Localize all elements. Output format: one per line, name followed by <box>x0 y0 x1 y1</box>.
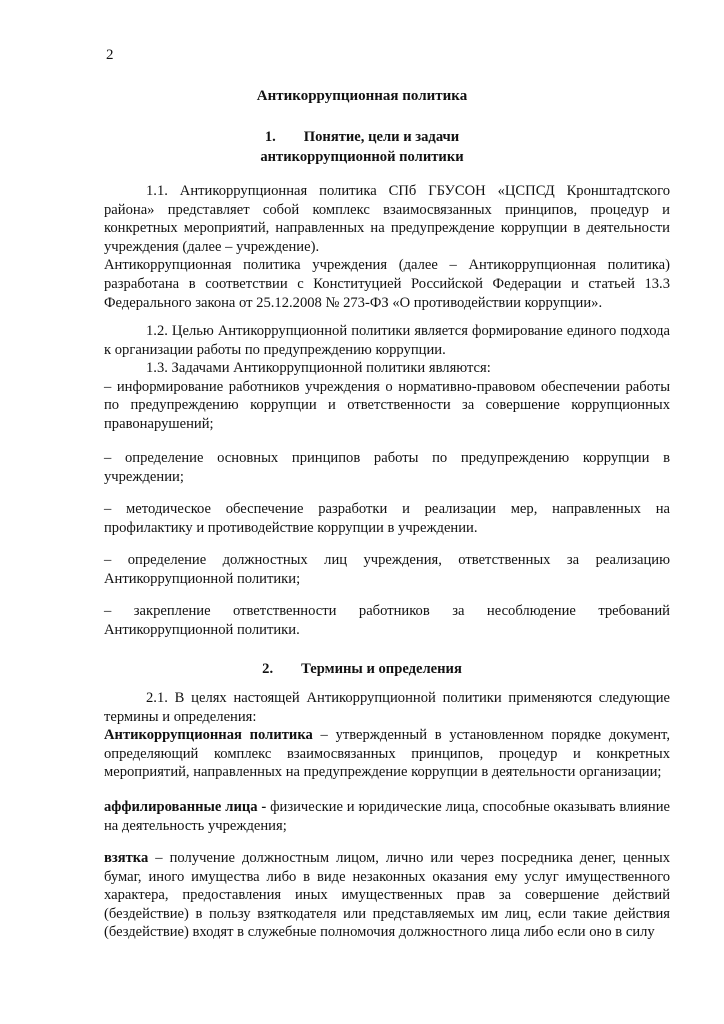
paragraph-1-2: 1.2. Целью Антикоррупционной политики является формирование единого подхода к организации работы по предупреждению коррупции. <box>104 323 670 358</box>
term-bribe: взятка <box>104 850 149 866</box>
section-1-heading-line2: антикоррупционной политики <box>260 149 464 165</box>
section-2-heading <box>0 660 724 679</box>
paragraph-1-1: 1.1. Антикоррупционная политика СПб ГБУСОН «ЦСПСД Кронштадтского района» представляет собой комплекс взаимосвязанных принципов, процедур и конкретных мероприятий, направленных на предупреждение коррупции в деятельности учреждения (далее – учреждение). <box>104 183 670 255</box>
list-item-principles: – определение основных принципов работы по предупреждению коррупции в учреждении; <box>104 450 670 485</box>
definition-bribe <box>104 849 670 942</box>
definition-affiliated-persons <box>104 798 670 835</box>
document-title: Антикоррупционная политика <box>256 88 468 104</box>
term-affiliated-persons: аффилированные лица - <box>104 799 267 815</box>
definition-text-anticorruption-policy: – утвержденный в установленном порядке документ, определяющий комплекс взаимосвязанных принципов, процедур и конкретных мероприятий, направленных на предупреждение коррупции в деятельности организации; <box>104 727 670 781</box>
list-item-methodical: – методическое обеспечение разработки и реализации мер, направленных на профилактику и противодействие коррупции в учреждении. <box>104 501 670 536</box>
paragraph-2-1: 2.1. В целях настоящей Антикоррупционной политики применяются следующие термины и определения: <box>104 690 670 725</box>
paragraph-1-1-cont: Антикоррупционная политика учреждения (далее – Антикоррупционная политика) разработана в соответствии с Конституцией Российской Федерации и статьей 13.3 Федерального закона от 25.12.2008 № 273-ФЗ «О противодействии коррупции». <box>104 257 670 311</box>
section-1-number: 1. <box>264 129 276 145</box>
section-1-body <box>104 182 670 312</box>
definition-text-affiliated-persons: физические и юридические лица, способные оказывать влияние на деятельность учреждения; <box>104 799 670 834</box>
section-1-heading-line1: Понятие, цели и задачи <box>303 129 460 145</box>
section-2-body <box>104 689 670 782</box>
section-1-body-b <box>104 322 670 434</box>
section-1-heading <box>0 128 724 147</box>
section-2-number: 2. <box>262 661 274 677</box>
list-item-responsibility: – закрепление ответственности работников за несоблюдение требований Антикоррупционной политики. <box>104 603 670 638</box>
term-anticorruption-policy: Антикоррупционная политика <box>104 727 313 744</box>
section-2-heading-text: Термины и определения <box>301 661 462 677</box>
page-number: 2 <box>106 47 114 63</box>
definition-anticorruption-policy <box>104 726 670 782</box>
definition-text-bribe: – получение должностным лицом, лично или через посредника денег, ценных бумаг, иного имущества либо в виде незаконных оказания ему услуг имущественного характера, предоставления иных имущественных прав за совершение действий (бездействие) в пользу взяткодателя или представляемых им лиц, если такие действия (бездействие) входят в служебные полномочия должностного лица либо если оно в силу <box>104 850 670 941</box>
paragraph-1-3: 1.3. Задачами Антикоррупционной политики являются: <box>146 360 491 377</box>
list-item-informing: – информирование работников учреждения о нормативно-правовом обеспечении работы по предупреждению коррупции и ответственности за совершение коррупционных правонарушений; <box>104 378 670 432</box>
list-item-officials: – определение должностных лиц учреждения, ответственных за реализацию Антикоррупционной политики; <box>104 552 670 587</box>
